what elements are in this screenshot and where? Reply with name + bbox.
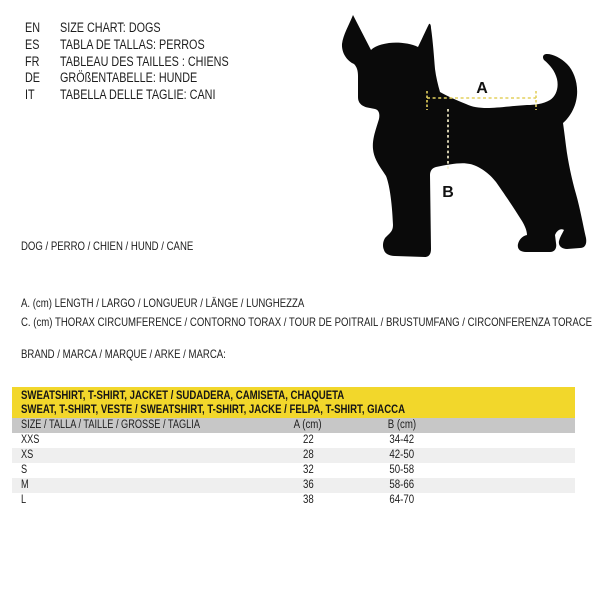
language-row: [25, 20, 271, 37]
dog-measurement-diagram: [338, 0, 598, 262]
cell-size: XS: [21, 449, 34, 461]
note-length: A. (cm) LENGTH / LARGO / LONGUEUR / LÄNGE / LUNGHEZZA: [21, 296, 305, 310]
cell-size: S: [21, 464, 28, 476]
cell-a: 22: [302, 434, 314, 446]
table-row: [12, 493, 575, 508]
table-row: [12, 463, 575, 478]
cell-b: 50-58: [389, 464, 415, 476]
language-code: DE: [25, 70, 41, 86]
cell-a: 28: [302, 449, 314, 461]
cell-size: XXS: [21, 434, 40, 446]
table-row: [12, 448, 575, 463]
language-row: [25, 54, 271, 71]
language-label: GRÖßENTABELLE: HUNDE: [60, 70, 198, 86]
cell-size: L: [21, 494, 27, 506]
banner-line-1: SWEATSHIRT, T-SHIRT, JACKET / SUDADERA, CAMISETA, CHAQUETA: [21, 388, 345, 402]
cell-b: 42-50: [389, 449, 415, 461]
cell-a: 32: [302, 464, 314, 476]
language-code: EN: [25, 20, 41, 35]
measure-label-b: B: [442, 184, 454, 201]
dog-silhouette-icon: [342, 15, 586, 257]
language-list: [25, 20, 271, 104]
size-table: [12, 387, 575, 508]
cell-b: 64-70: [389, 494, 415, 506]
language-label: TABLEAU DES TAILLES : CHIENS: [60, 53, 229, 69]
note-brand: BRAND / MARCA / MARQUE / ARKE / MARCA:: [21, 347, 226, 361]
language-row: [25, 70, 271, 87]
banner-line-2: SWEAT, T-SHIRT, VESTE / SWEATSHIRT, T-SHIRT, JACKE / FELPA, T-SHIRT, GIACCA: [21, 401, 406, 416]
measure-label-a: A: [476, 80, 488, 97]
cell-b: 34-42: [389, 434, 415, 446]
language-code: FR: [25, 53, 40, 69]
language-code: ES: [25, 36, 40, 52]
table-row: [12, 478, 575, 493]
table-banner: [12, 387, 575, 418]
column-header-a: A (cm): [294, 419, 322, 431]
column-header-size: SIZE / TALLA / TAILLE / GRÖSSE / TAGLIA: [21, 419, 200, 431]
cell-b: 58-66: [389, 479, 415, 491]
note-thorax: C. (cm) THORAX CIRCUMFERENCE / CONTORNO TORAX / TOUR DE POITRAIL / BRUSTUMFANG / CIRCONFERENZA TORACE: [21, 315, 593, 329]
note-animal: DOG / PERRO / CHIEN / HUND / CANE: [21, 239, 194, 253]
table-header-row: [12, 418, 575, 433]
language-row: [25, 37, 271, 54]
cell-a: 38: [302, 494, 314, 506]
table-body: [12, 433, 575, 508]
language-row: [25, 87, 271, 104]
cell-a: 36: [302, 479, 314, 491]
language-code: IT: [25, 87, 35, 103]
language-label: TABLA DE TALLAS: PERROS: [60, 36, 205, 52]
language-label: SIZE CHART: DOGS: [60, 20, 161, 35]
language-label: TABELLA DELLE TAGLIE: CANI: [60, 87, 216, 103]
table-row: [12, 433, 575, 448]
cell-size: M: [21, 479, 29, 491]
column-header-b: B (cm): [387, 419, 417, 431]
